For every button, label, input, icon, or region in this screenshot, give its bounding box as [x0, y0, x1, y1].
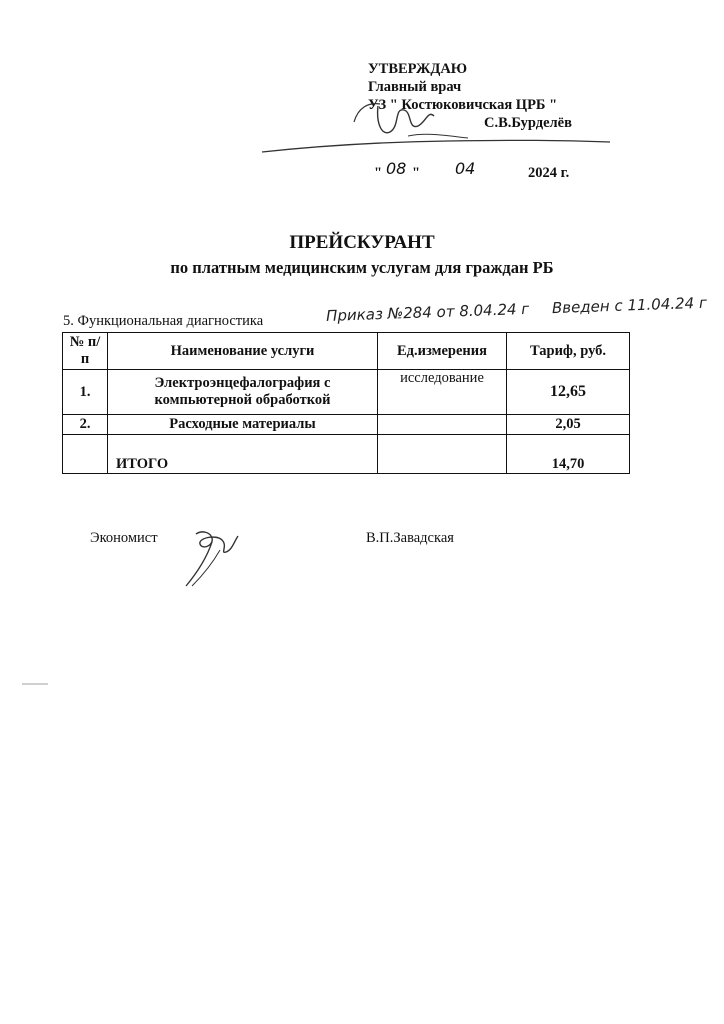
document-subtitle: по платным медицинским услугам для граждан РБ [170, 258, 554, 277]
head-doctor-signature [258, 96, 618, 166]
scan-smudge [22, 683, 48, 685]
total-label: ИТОГО [108, 435, 378, 474]
header-num: № п/п [63, 333, 108, 370]
document-title: ПРЕЙСКУРАНТ [289, 232, 435, 253]
approval-position: Главный врач [368, 79, 462, 95]
table-row [63, 370, 630, 415]
header-name: Наименование услуги [108, 333, 378, 370]
date-year: 2024 г. [528, 165, 570, 181]
row-num: 1. [63, 370, 108, 415]
note-effective: Введен с 11.04.24 г [551, 293, 708, 318]
approval-organization: УЗ " Костюковичская ЦРБ " [368, 97, 558, 113]
footer-position: Экономист [90, 530, 158, 546]
date-day: 08 [386, 159, 407, 178]
date-month: 04 [455, 159, 476, 178]
handwritten-note [326, 293, 724, 325]
table-header-row [63, 333, 630, 370]
approval-date [368, 159, 588, 187]
note-order: Приказ №284 от 8.04.24 г [325, 299, 530, 325]
approval-signer: С.В.Бурделёв [484, 115, 572, 131]
row-price: 12,65 [507, 370, 630, 415]
total-unit-cell [378, 435, 507, 474]
section-heading: 5. Функциональная диагностика [63, 313, 264, 329]
row-name: Электроэнцефалография с компьютерной обработкой [108, 370, 378, 415]
total-value: 14,70 [507, 435, 630, 474]
row-name: Расходные материалы [108, 415, 378, 435]
price-table [62, 332, 630, 474]
row-price: 2,05 [507, 415, 630, 435]
row-num: 2. [63, 415, 108, 435]
header-unit: Ед.измерения [378, 333, 507, 370]
row-unit [378, 415, 507, 435]
table-row [63, 415, 630, 435]
date-quote-open: " [374, 165, 383, 181]
table-total-row [63, 435, 630, 474]
total-num-cell [63, 435, 108, 474]
row-unit: исследование [378, 370, 507, 415]
footer-name: В.П.Завадская [366, 530, 454, 546]
approval-heading: УТВЕРЖДАЮ [368, 61, 468, 77]
date-quote-close: " [412, 165, 421, 181]
economist-signature [176, 520, 256, 590]
header-price: Тариф, руб. [507, 333, 630, 370]
